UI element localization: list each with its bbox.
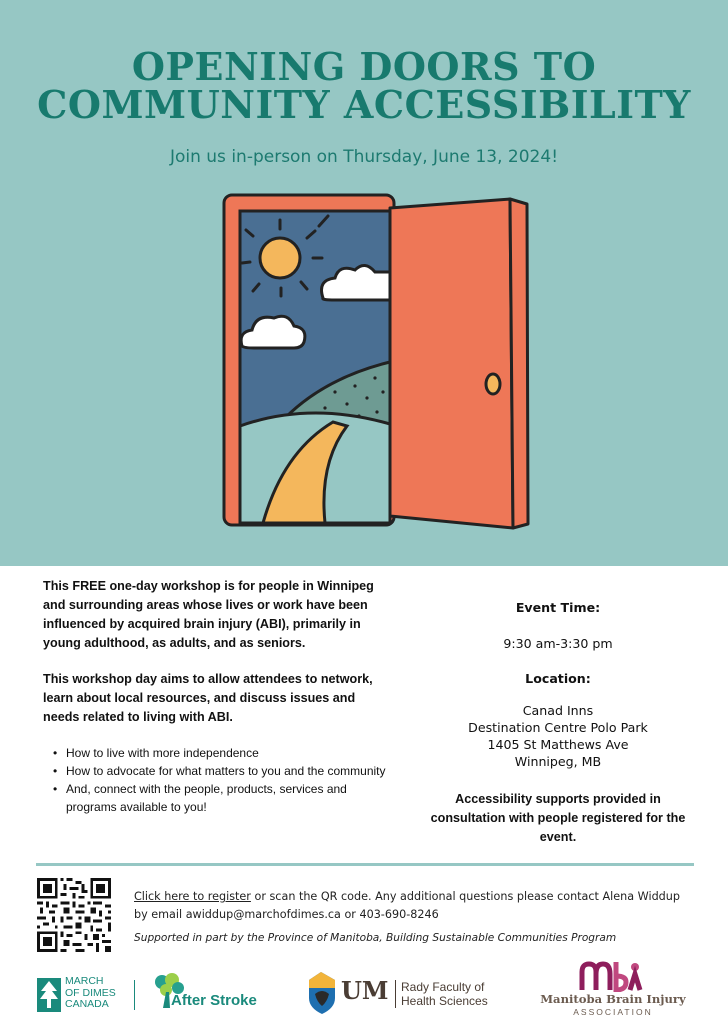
title-line-2: COMMUNITY ACCESSIBILITY (37, 82, 691, 127)
benefits-list (43, 744, 393, 816)
faculty-line: Health Sciences (401, 994, 488, 1008)
event-details (430, 599, 686, 847)
funding-note: Supported in part by the Province of Manitoba, Building Sustainable Communities Program (134, 932, 617, 944)
qr-code[interactable] (37, 878, 111, 952)
list-item: • How to advocate for what matters to you and the community (43, 762, 393, 780)
logo-separator (134, 980, 135, 1010)
description-paragraph-1: This FREE one-day workshop is for people in Winnipeg and surrounding areas whose lives or work have been influenced by acquired brain injury (ABI), primarily in young adulthood, as adults, and as seniors. (43, 579, 374, 650)
um-divider (395, 980, 396, 1008)
event-time-value: 9:30 am-3:30 pm (503, 636, 613, 651)
section-divider (36, 863, 694, 866)
contact-info (134, 888, 694, 924)
location-line: Canad Inns (522, 703, 594, 718)
um-rady-logo (307, 970, 507, 1016)
logo-text-line: OF DIMES (65, 986, 116, 999)
register-link[interactable]: Click here to register (134, 890, 251, 903)
open-door-illustration (215, 186, 531, 532)
description-paragraph-2: This workshop day aims to allow attendees to network, learn about local resources, and discuss issues and needs related to living with ABI. (43, 672, 373, 724)
location-address (430, 702, 686, 770)
march-of-dimes-mark-icon (37, 978, 61, 1012)
logo-text-line: MARCH (65, 975, 104, 987)
after-stroke-text: After Stroke (171, 992, 257, 1009)
mbia-name: Manitoba Brain Injury (540, 992, 686, 1006)
title-line-1: OPENING DOORS TO (131, 44, 597, 89)
workshop-description (43, 577, 393, 816)
um-text: UM (341, 976, 389, 1005)
page-title (0, 44, 728, 127)
faculty-line: Rady Faculty of (401, 980, 485, 994)
location-line: Destination Centre Polo Park (468, 720, 648, 735)
crest-icon (307, 972, 337, 1014)
location-line: 1405 St Matthews Ave (487, 737, 629, 752)
logo-text-line: CANADA (65, 998, 109, 1010)
contact-text: or scan the QR code. Any additional questions please contact Alena Widdup by email awiddup@marchofdimes.ca or 403-690-8246 (134, 890, 680, 921)
accessibility-note: Accessibility supports provided in consultation with people registered for the event. (430, 792, 686, 844)
list-item: • And, connect with the people, products, services and programs available to you! (43, 780, 393, 816)
after-stroke-logo (150, 972, 265, 1012)
march-of-dimes-logo (37, 976, 137, 1014)
location-label: Location: (525, 671, 591, 686)
mbia-sub: ASSOCIATION (573, 1007, 653, 1017)
mbia-mark-icon (578, 960, 646, 992)
mbia-logo (537, 958, 689, 1020)
list-item: • How to live with more independence (43, 744, 393, 762)
subtitle: Join us in-person on Thursday, June 13, 2024! (169, 147, 559, 167)
location-line: Winnipeg, MB (514, 754, 602, 769)
event-time-label: Event Time: (515, 600, 601, 615)
